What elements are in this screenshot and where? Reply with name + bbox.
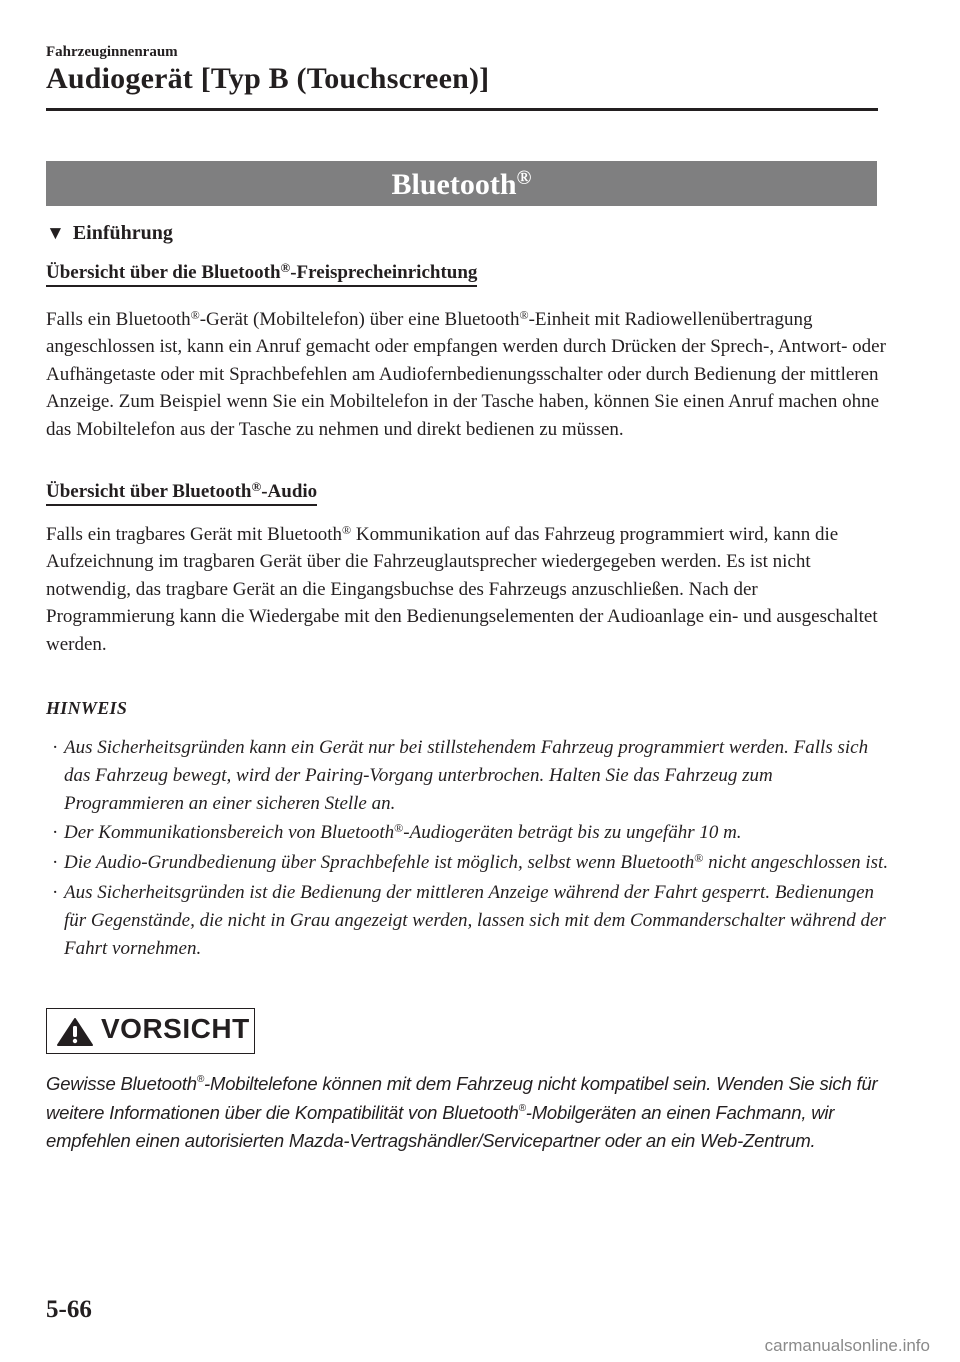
registered-mark: ® [251, 479, 262, 494]
registered-mark: ® [342, 523, 352, 537]
hands-free-heading-suffix: -Freisprecheinrichtung [290, 262, 478, 283]
triangle-marker-icon: ▼ [46, 223, 65, 244]
audio-heading-text: Übersicht über Bluetooth [46, 481, 252, 502]
title-divider [46, 108, 878, 111]
note-text: nicht angeschlossen ist. [703, 852, 889, 874]
note-item [46, 734, 896, 817]
audio-heading [46, 481, 317, 506]
intro-heading-text: Einführung [72, 222, 173, 244]
bullet: · [52, 852, 59, 874]
text-run: -Mobiltelefone können mit dem Fahrzeug nicht kompatibel sein. Wenden Sie sich für weitere Informationen über die Kompatibilität von Bluetooth [46, 1073, 878, 1123]
hands-free-heading-text: Übersicht über die Bluetooth [46, 262, 281, 283]
text-run: -Einheit mit Radiowellenübertragung angeschlossen ist, kann ein Anruf gemacht oder empfangen werden durch Drücken der Sprech-, Antwort- oder Aufhängetaste oder mit Sprachbefehlen am Audiofernbedienungsschalter oder durch Bedienung der mittleren Anzeige. Zum Beispiel wenn Sie ein Mobiltelefon in der Tasche haben, können Sie einen Anruf machen ohne das Mobiltelefon aus der Tasche zu nehmen und direkt bedienen zu müssen. [46, 309, 886, 440]
chapter-banner [46, 161, 877, 206]
banner-registered-mark: ® [516, 167, 532, 189]
note-text: -Audiogeräten beträgt bis zu ungefähr 10 m. [403, 822, 742, 844]
page-number: 5-66 [46, 1296, 92, 1323]
note-text: Die Audio-Grundbedienung über Sprachbefehle ist möglich, selbst wenn Bluetooth [64, 852, 695, 874]
registered-mark: ® [280, 260, 291, 275]
text-run: Gewisse Bluetooth [46, 1073, 197, 1094]
page-title: Audiogerät [Typ B (Touchscreen)] [46, 62, 490, 95]
banner-title: Bluetooth [391, 168, 517, 201]
hands-free-paragraph [46, 306, 886, 443]
watermark: carmanualsonline.info [764, 1336, 930, 1355]
note-item [46, 849, 896, 877]
text-run: Falls ein Bluetooth [46, 309, 191, 330]
caution-box [46, 1008, 255, 1054]
text-run: -Gerät (Mobiltelefon) über eine Bluetooth [199, 309, 520, 330]
note-text: Der Kommunikationsbereich von Bluetooth [64, 822, 395, 844]
audio-paragraph [46, 521, 886, 658]
note-item [46, 819, 896, 847]
intro-heading [46, 222, 173, 245]
text-run: Falls ein tragbares Gerät mit Bluetooth [46, 524, 343, 545]
registered-mark: ® [518, 1102, 526, 1114]
note-label: HINWEIS [46, 698, 128, 718]
registered-mark: ® [519, 308, 529, 322]
audio-heading-suffix: -Audio [261, 481, 318, 502]
bullet: · [52, 737, 59, 758]
registered-mark: ® [190, 308, 200, 322]
caution-paragraph [46, 1070, 896, 1156]
warning-triangle-icon [56, 1017, 94, 1047]
note-text: Aus Sicherheitsgründen ist die Bedienung der mittleren Anzeige während der Fahrt gesperrt. Bedienungen für Gegenstände, die nicht in Grau angezeigt werden, lassen sich mit dem Commanderschalter während der Fahrt vornehmen. [64, 881, 886, 959]
registered-mark: ® [394, 821, 404, 836]
section-label: Fahrzeuginnenraum [46, 44, 178, 60]
bullet: · [52, 822, 59, 844]
registered-mark: ® [694, 851, 704, 866]
registered-mark: ® [196, 1074, 205, 1085]
caution-label: VORSICHT [101, 1013, 250, 1044]
bullet: · [52, 881, 59, 903]
note-item [46, 879, 896, 962]
note-list [46, 734, 896, 964]
text-run: Kommunikation auf das Fahrzeug programmiert wird, kann die Aufzeichnung im tragbaren Gerät über die Fahrzeuglautsprecher wiedergegeben werden. Es ist nicht notwendig, das tragbare Gerät an die Eingangsbuchse des Fahrzeugs anzuschließen. Nach der Programmierung kann die Wiedergabe mit den Bedienungselementen der Audioanlage ein- und ausgeschaltet werden. [46, 524, 878, 655]
text-run: -Mobilgeräten an einen Fachmann, wir empfehlen einen autorisierten Mazda-Vertragshändler/Servicepartner oder an ein Web-Zentrum. [46, 1101, 835, 1152]
note-text: Aus Sicherheitsgründen kann ein Gerät nur bei stillstehendem Fahrzeug programmiert werden. Falls sich das Fahrzeug bewegt, wird der Pairing-Vorgang unterbrochen. Halten Sie das Fahrzeug zum Programmieren an einer sicheren Stelle an. [64, 737, 869, 814]
hands-free-heading [46, 262, 477, 287]
